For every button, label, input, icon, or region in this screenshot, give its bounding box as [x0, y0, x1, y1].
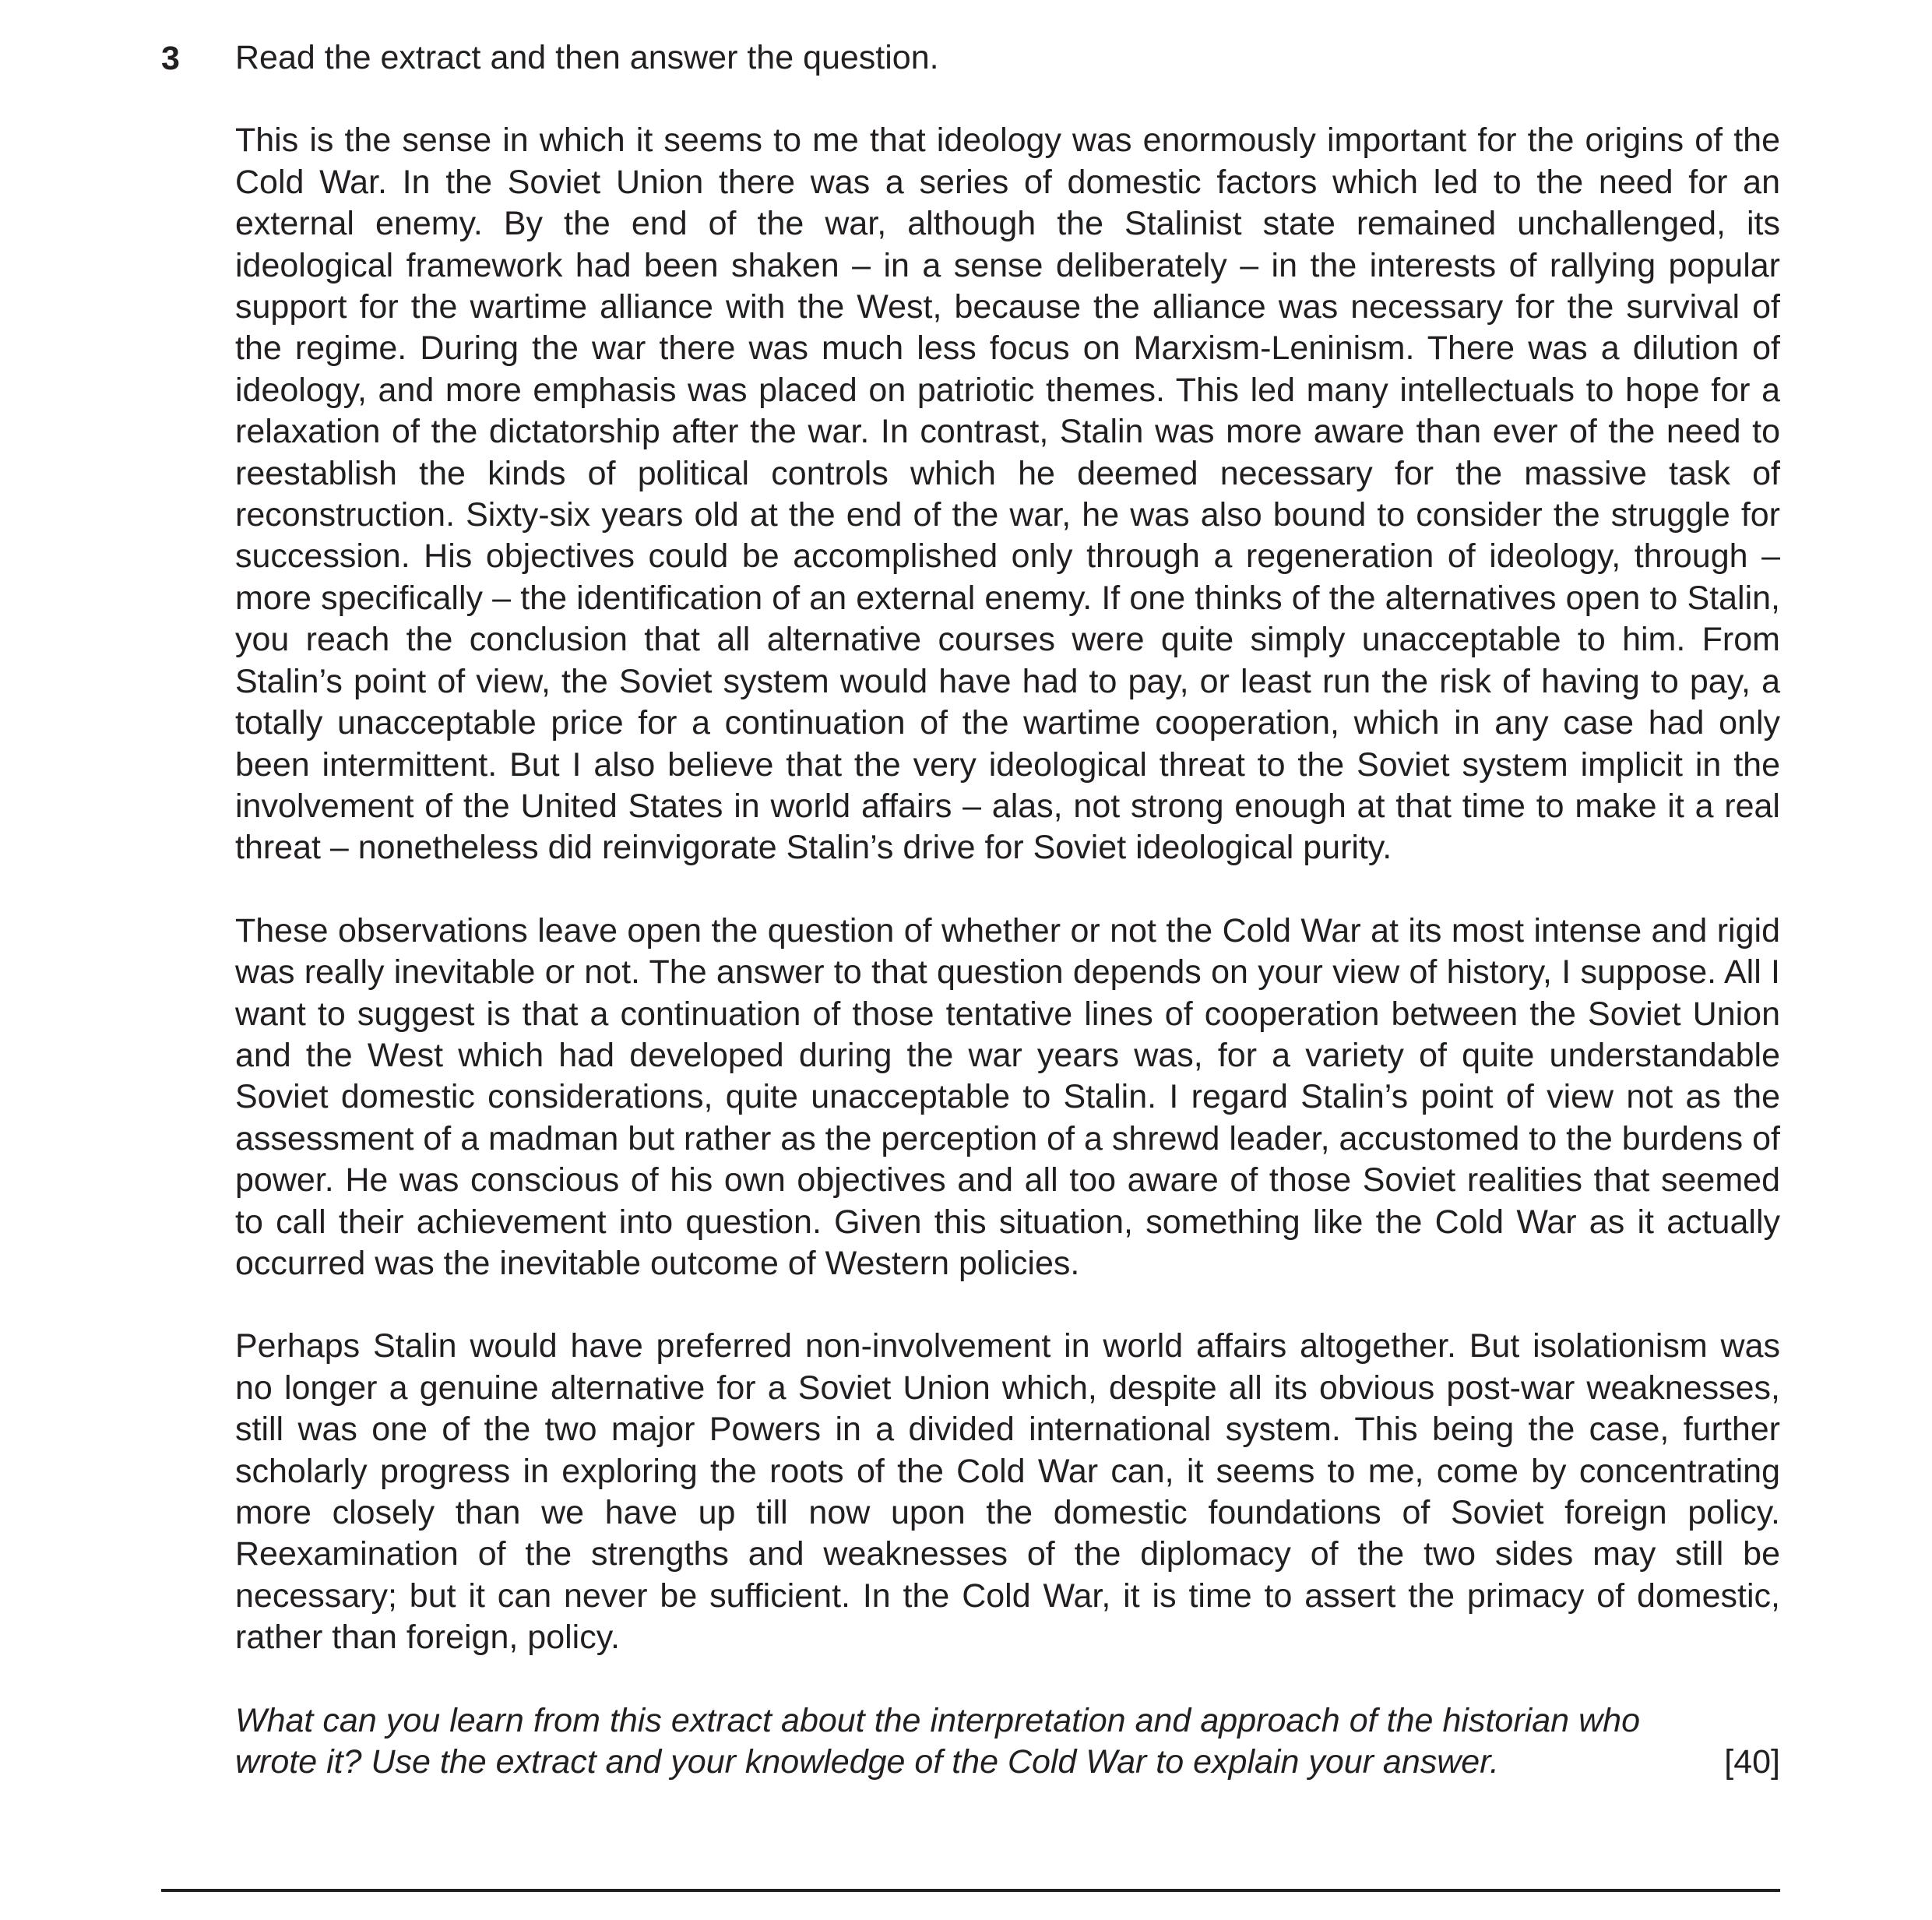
extract-paragraph-2: These observations leave open the question of whether or not the Cold War at its most intense and rigid was really inevitable or not. The answer to that question depends on your view of history, I suppose. All I want to suggest is that a continuation of those tentative lines of cooperation between the Soviet Union and the West which had developed during the war years was, for a variety of quite understandable Soviet domestic considerations, quite unacceptable to Stalin. I regard Stalin’s point of view not as the assessment of a madman but rather as the perception of a shrewd leader, accustomed to the burdens of power. He was conscious of his own objectives and all too aware of those Soviet realities that seemed to call their achievement into question. Given this situation, something like the Cold War as it actually occurred was the inevitable outcome of Western policies. — [235, 911, 1780, 1282]
question-prompt-row — [235, 1700, 1780, 1784]
question-instruction: Read the extract and then answer the question. — [235, 39, 939, 76]
bottom-rule — [161, 1889, 1780, 1892]
marks-allocation: [40] — [1724, 1743, 1780, 1781]
question-prompt: What can you learn from this extract about the interpretation and approach of the historian who wrote it? Use the extract and your knowledge of the Cold War to explain your answer. — [235, 1701, 1640, 1781]
extract-paragraph-3: Perhaps Stalin would have preferred non-involvement in world affairs altogether. But isolationism was no longer a genuine alternative for a Soviet Union which, despite all its obvious post-war weaknesses, still was one of the two major Powers in a divided international system. This being the case, further scholarly progress in exploring the roots of the Cold War can, it seems to me, come by concentrating more closely than we have up till now upon the domestic foundations of Soviet foreign policy. Reexamination of the strengths and weaknesses of the diplomacy of the two sides may still be necessary; but it can never be sufficient. In the Cold War, it is time to assert the primacy of domestic, rather than foreign, policy. — [235, 1327, 1780, 1657]
question-number: 3 — [161, 40, 180, 77]
extract-paragraph-1: This is the sense in which it seems to me that ideology was enormously important for the origins of the Cold War. In the Soviet Union there was a series of domestic factors which led to the need for an external enemy. By the end of the war, although the Stalinist state remained unchallenged, its ideological framework had been shaken – in a sense deliberately – in the interests of rallying popular support for the wartime alliance with the West, because the alliance was necessary for the survival of the regime. During the war there was much less focus on Marxism-Leninism. There was a dilution of ideology, and more emphasis was placed on patriotic themes. This led many intellectuals to hope for a relaxation of the dictatorship after the war. In contrast, Stalin was more aware than ever of the need to reestablish the kinds of political controls which he deemed necessary for the massive task of reconstruction. Sixty-six years old at the end of the war, he was also bound to consider the struggle for succession. His objectives could be accomplished only through a regeneration of ideology, through – more specifically – the identification of an external enemy. If one thinks of the alternatives open to Stalin, you reach the conclusion that all alternative courses were quite simply unacceptable to him. From Stalin’s point of view, the Soviet system would have had to pay, or least run the risk of having to pay, a totally unacceptable price for a continuation of the wartime cooperation, which in any case had only been intermittent. But I also believe that the very ideological threat to the Soviet system implicit in the involvement of the United States in world affairs – alas, not strong enough at that time to make it a real threat – nonetheless did reinvigorate Stalin’s drive for Soviet ideological purity. — [235, 122, 1780, 867]
question-body — [235, 37, 1780, 1783]
